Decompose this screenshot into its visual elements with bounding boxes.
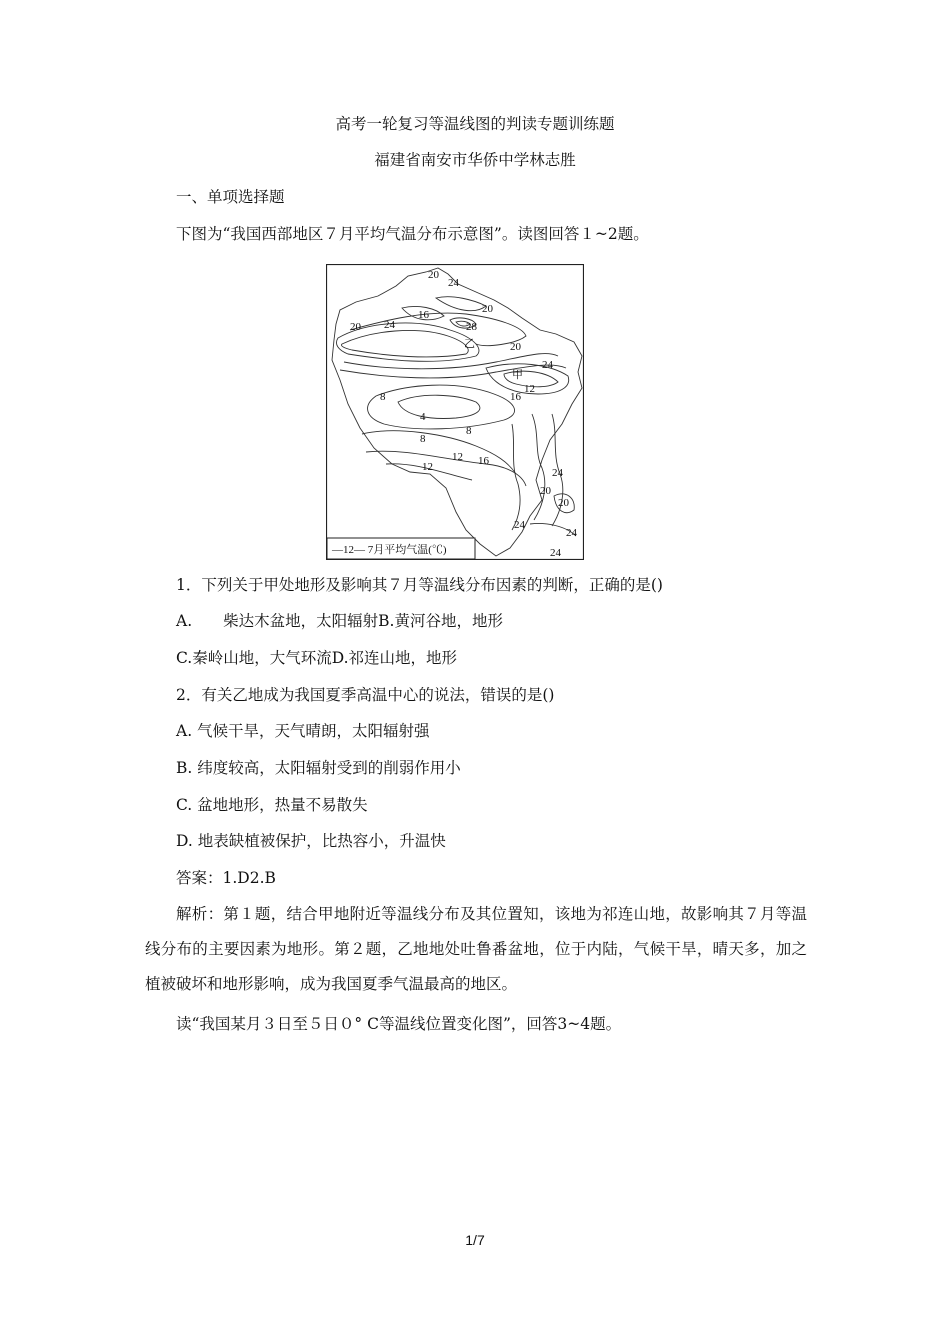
q1-options-ab: A. 柴达木盆地，太阳辐射B.黄河谷地，地形 [176,612,503,630]
q1-options-cd: C.秦岭山地，大气环流D.祁连山地，地形 [176,649,458,667]
label-24-f: 24 [566,527,577,539]
label-12-c: 12 [422,461,433,473]
label-12-a: 12 [524,383,535,395]
label-16-c: 16 [478,455,489,467]
question-intro: 下图为“我国西部地区７月平均气温分布示意图”。读图回答１~2题。 [176,225,649,243]
label-24-e: 24 [514,519,525,531]
label-28: 28 [466,321,477,333]
legend-text: —12— 7月平均气温(℃) [332,544,447,556]
label-20-a: 20 [428,269,439,281]
analysis-paragraph: 解析：第１题，结合甲地附近等温线分布及其位置知，该地为祁连山地，故影响其７月等温线分布的主要因素为地形。第２题，乙地地处吐鲁番盆地，位于内陆，气候干旱，晴天多，加之植被破坏和地形影响，成为我国夏季气温最高的地区。 [145,905,807,993]
q2-option-a: A. 气候干旱，天气晴朗，太阳辐射强 [176,722,430,740]
label-24-a: 24 [448,277,459,289]
document-author: 福建省南安市华侨中学林志胜 [374,151,576,169]
label-8-c: 8 [466,425,472,437]
label-20-d: 20 [510,341,521,353]
label-16-b: 16 [510,391,521,403]
label-24-b: 24 [384,319,395,331]
label-20-f: 20 [558,497,569,509]
question-intro-2: 读“我国某月３日至５日０° C等温线位置变化图”，回答3~4题。 [176,1015,622,1033]
label-24-d: 24 [552,467,563,479]
label-20-b: 20 [482,303,493,315]
page-number: 1/7 [465,1232,485,1248]
q2-stem: 2．有关乙地成为我国夏季高温中心的说法，错误的是() [176,686,555,704]
label-16-a: 16 [418,309,429,321]
label-yi: 乙 [464,338,475,350]
map-frame [327,265,584,560]
isotherm-map [326,264,584,560]
label-12-b: 12 [452,451,463,463]
q1-stem: 1．下列关于甲处地形及影响其７月等温线分布因素的判断，正确的是() [176,576,663,594]
label-20-e: 20 [540,485,551,497]
label-24-g: 24 [550,547,561,559]
label-8-a: 8 [380,391,386,403]
label-4: 4 [420,411,426,423]
q2-option-d: D. 地表缺植被保护，比热容小，升温快 [176,832,446,850]
answer-line: 答案：1.D2.B [176,869,276,887]
q2-option-c: C. 盆地地形，热量不易散失 [176,796,368,814]
label-24-c: 24 [542,359,553,371]
label-8-b: 8 [420,433,426,445]
label-jia: 甲 [512,369,523,381]
q2-option-b: B. 纬度较高，太阳辐射受到的削弱作用小 [176,759,461,777]
label-20-c: 20 [350,321,361,333]
section-heading: 一、单项选择题 [176,188,285,206]
document-title: 高考一轮复习等温线图的判读专题训练题 [335,115,615,133]
